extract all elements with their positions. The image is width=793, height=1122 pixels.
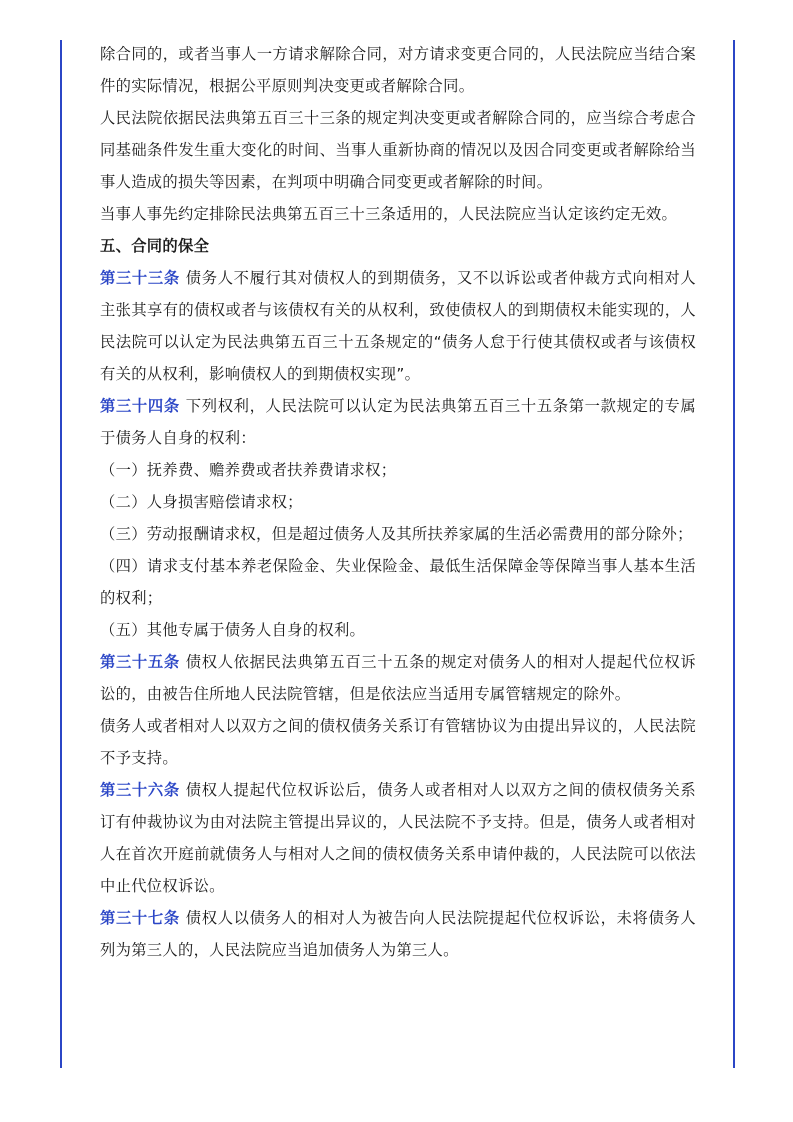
article-text: 债务人不履行其对债权人的到期债务，又不以诉讼或者仲裁方式向相对人主张其享有的债权或者与该债权有关的从权利，致使债权人的到期债权未能实现的，人民法院可以认定为民法典第五百三十五条规定的“债务人怠于行使其债权或者与该债权有关的从权利，影响债权人的到期债权实现”。: [100, 269, 696, 383]
list-item: （三）劳动报酬请求权，但是超过债务人及其所扶养家属的生活必需费用的部分除外；: [100, 525, 693, 543]
article-number: 第三十五条: [100, 653, 180, 671]
document-body: [100, 38, 696, 966]
article-text: 债权人以债务人的相对人为被告向人民法院提起代位权诉讼，未将债务人列为第三人的，人民法院应当追加债务人为第三人。: [100, 909, 696, 959]
article-text: 债权人提起代位权诉讼后，债务人或者相对人以双方之间的债权债务关系订有仲裁协议为由对法院主管提出异议的，人民法院不予支持。但是，债务人或者相对人在首次开庭前就债务人与相对人之间的债权债务关系申请仲裁的，人民法院可以依法中止代位权诉讼。: [100, 781, 696, 895]
article-33: [100, 262, 696, 390]
paragraph: 当事人事先约定排除民法典第五百三十三条适用的，人民法院应当认定该约定无效。: [100, 205, 678, 223]
article-text: 债权人依据民法典第五百三十五条的规定对债务人的相对人提起代位权诉讼的，由被告住所地人民法院管辖，但是依法应当适用专属管辖规定的除外。: [100, 653, 696, 703]
paragraph: 除合同的，或者当事人一方请求解除合同，对方请求变更合同的，人民法院应当结合案件的实际情况，根据公平原则判决变更或者解除合同。: [100, 45, 696, 95]
paragraph: 人民法院依据民法典第五百三十三条的规定判决变更或者解除合同的，应当综合考虑合同基础条件发生重大变化的时间、当事人重新协商的情况以及因合同变更或者解除给当事人造成的损失等因素，在判项中明确合同变更或者解除的时间。: [100, 109, 696, 191]
left-margin-rule: [60, 40, 62, 1068]
article-36: [100, 774, 696, 902]
list-item: （一）抚养费、赡养费或者扶养费请求权；: [100, 461, 397, 479]
article-35: [100, 646, 696, 710]
article-text: 下列权利，人民法院可以认定为民法典第五百三十五条第一款规定的专属于债务人自身的权利：: [100, 397, 696, 447]
article-number: 第三十六条: [100, 781, 180, 799]
article-37: [100, 902, 696, 966]
list-item: （五）其他专属于债务人自身的权利。: [100, 621, 366, 639]
article-number: 第三十四条: [100, 397, 180, 415]
article-number: 第三十三条: [100, 269, 180, 287]
list-item: （四）请求支付基本养老保险金、失业保险金、最低生活保障金等保障当事人基本生活的权利；: [100, 557, 696, 607]
paragraph: 债务人或者相对人以双方之间的债权债务关系订有管辖协议为由提出异议的，人民法院不予支持。: [100, 717, 696, 767]
article-number: 第三十七条: [100, 909, 180, 927]
article-34: [100, 390, 696, 454]
section-heading: 五、合同的保全: [100, 237, 210, 255]
list-item: （二）人身损害赔偿请求权；: [100, 493, 303, 511]
right-margin-rule: [733, 40, 735, 1068]
